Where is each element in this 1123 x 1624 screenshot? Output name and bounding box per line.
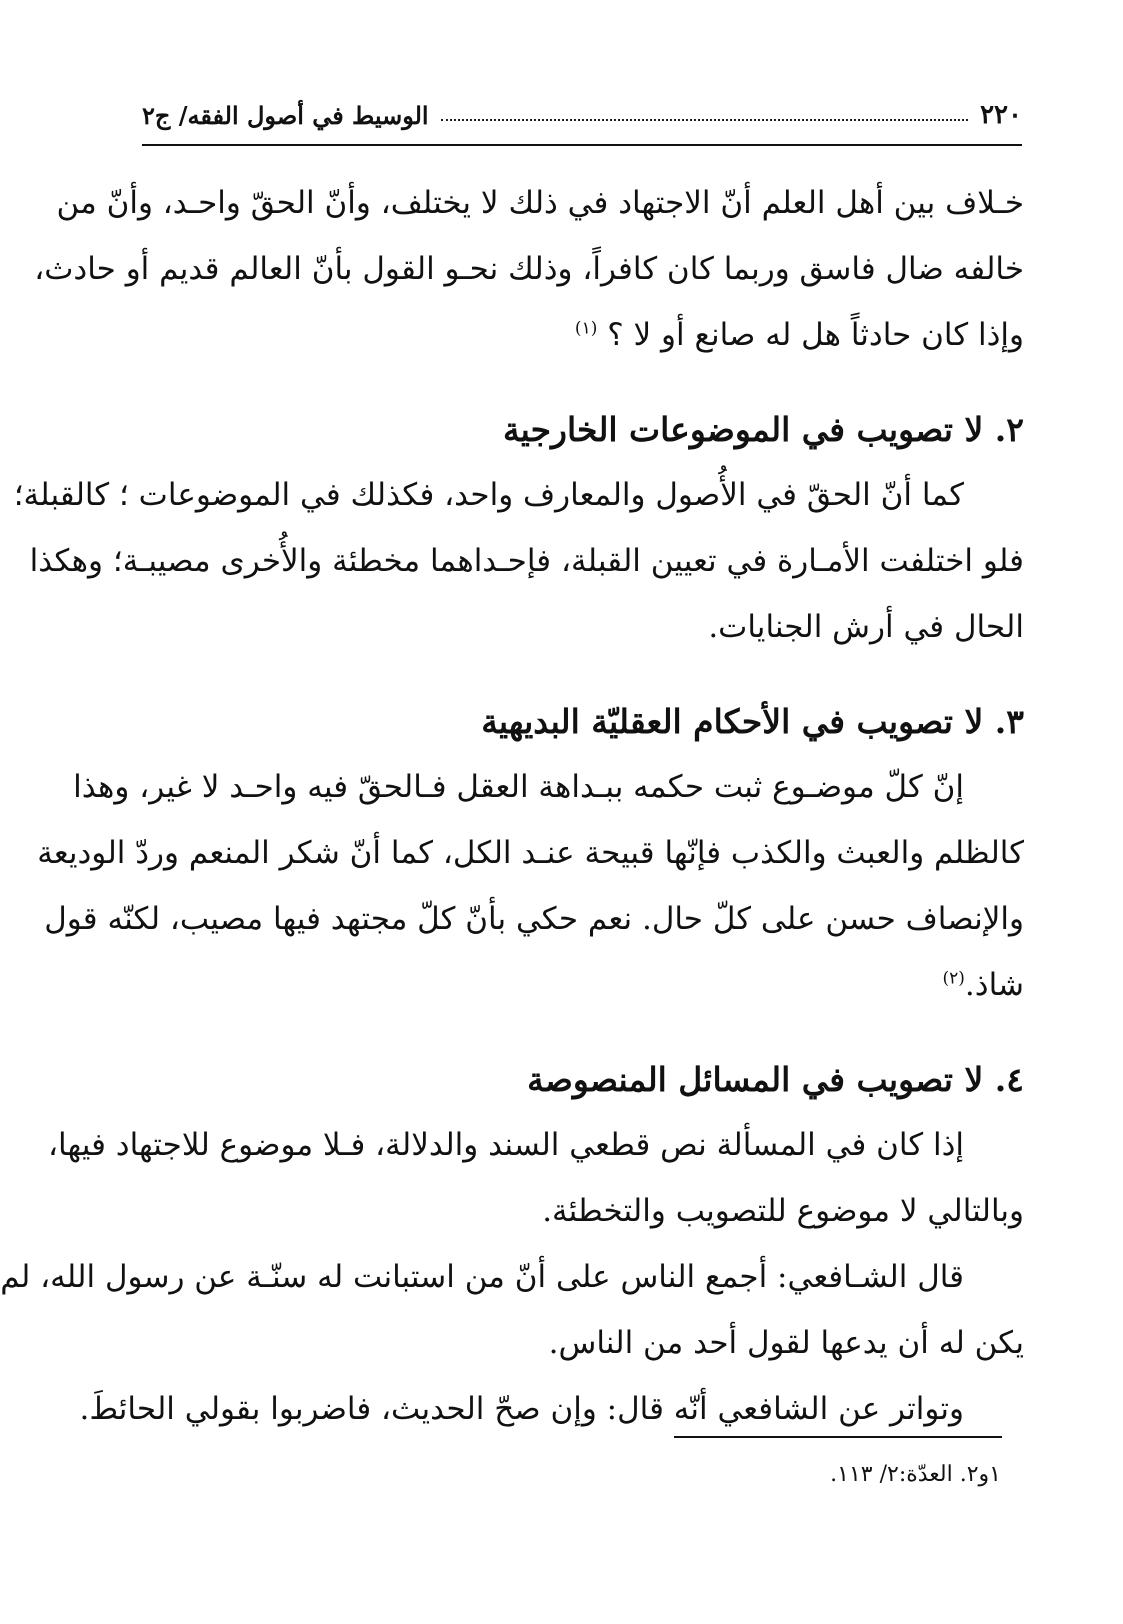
text-line: وتواتر عن الشافعي أنّه قال: وإن صحّ الحديث، فاضربوا بقولي الحائطَ. [79, 1391, 964, 1427]
text-line: خالفه ضال فاسق وربما كان كافراً، وذلك نحـو القول بأنّ العالم قديم أو حادث، [34, 251, 1024, 287]
book-title: الوسيط في أصول الفقه/ ج٢ [142, 101, 429, 130]
text-line: وبالتالي لا موضوع للتصويب والتخطئة. [542, 1193, 1024, 1229]
text-line: خـلاف بين أهل العلم أنّ الاجتهاد في ذلك لا يختلف، وأنّ الحقّ واحـد، وأنّ من [56, 185, 1024, 221]
text-line: يكن له أن يدعها لقول أحد من الناس. [548, 1325, 1024, 1361]
page-number: ٢٢٠ [980, 100, 1022, 130]
header-leader-dots [441, 118, 969, 121]
text-line: كما أنّ الحقّ في الأُصول والمعارف واحد، فكذلك في الموضوعات ؛ كالقبلة؛ [13, 477, 964, 513]
section-rational-rulings [37, 690, 1024, 1018]
section-external-subjects [13, 398, 1024, 660]
text-line-content: وإذا كان حادثاً هل له صانع أو لا ؟ [607, 317, 1024, 353]
text-line-content: شاذ. [964, 967, 1024, 1003]
text-line: الحال في أرش الجنايات. [708, 609, 1024, 645]
section-textual-issues [0, 1048, 1024, 1442]
footnote-separator [674, 1436, 1002, 1438]
page-body [0, 170, 1024, 1442]
paragraph-continuation [34, 170, 1024, 368]
text-line [137, 952, 1024, 1018]
footnote-reference: (٢) [942, 968, 965, 989]
text-line: والإنصاف حسن على كلّ حال. نعم حكي بأنّ كلّ مجتهد فيها مصيب، لكنّه قول [44, 901, 1024, 937]
header-rule [142, 144, 1022, 146]
section-heading: ٣. لا تصويب في الأحكام العقليّة البديهية [481, 702, 1024, 741]
text-line: فلو اختلفت الأمـارة في تعيين القبلة، فإحـداهما مخطئة والأُخرى مصيبـة؛ وهكذا [29, 543, 1024, 579]
section-heading: ٢. لا تصويب في الموضوعات الخارجية [502, 410, 1024, 449]
text-line [137, 302, 1024, 368]
text-line: قال الشـافعي: أجمع الناس على أنّ من استبانت له سنّـة عن رسول الله، لم [0, 1259, 964, 1295]
section-heading: ٤. لا تصويب في المسائل المنصوصة [527, 1060, 1024, 1099]
running-header [142, 90, 1022, 130]
footnote-reference: (١) [574, 318, 598, 339]
text-line: كالظلم والعبث والكذب فإنّها قبيحة عنـد الكل، كما أنّ شكر المنعم وردّ الوديعة [37, 835, 1024, 871]
footnote-text: ١و٢. العدّة:٢/ ١١٣. [830, 1462, 1001, 1487]
text-line: إذا كان في المسألة نص قطعي السند والدلالة، فـلا موضوع للاجتهاد فيها، [48, 1127, 964, 1163]
text-line: إنّ كلّ موضـوع ثبت حكمه ببـداهة العقل فـالحقّ فيه واحـد لا غير، وهذا [73, 769, 964, 805]
